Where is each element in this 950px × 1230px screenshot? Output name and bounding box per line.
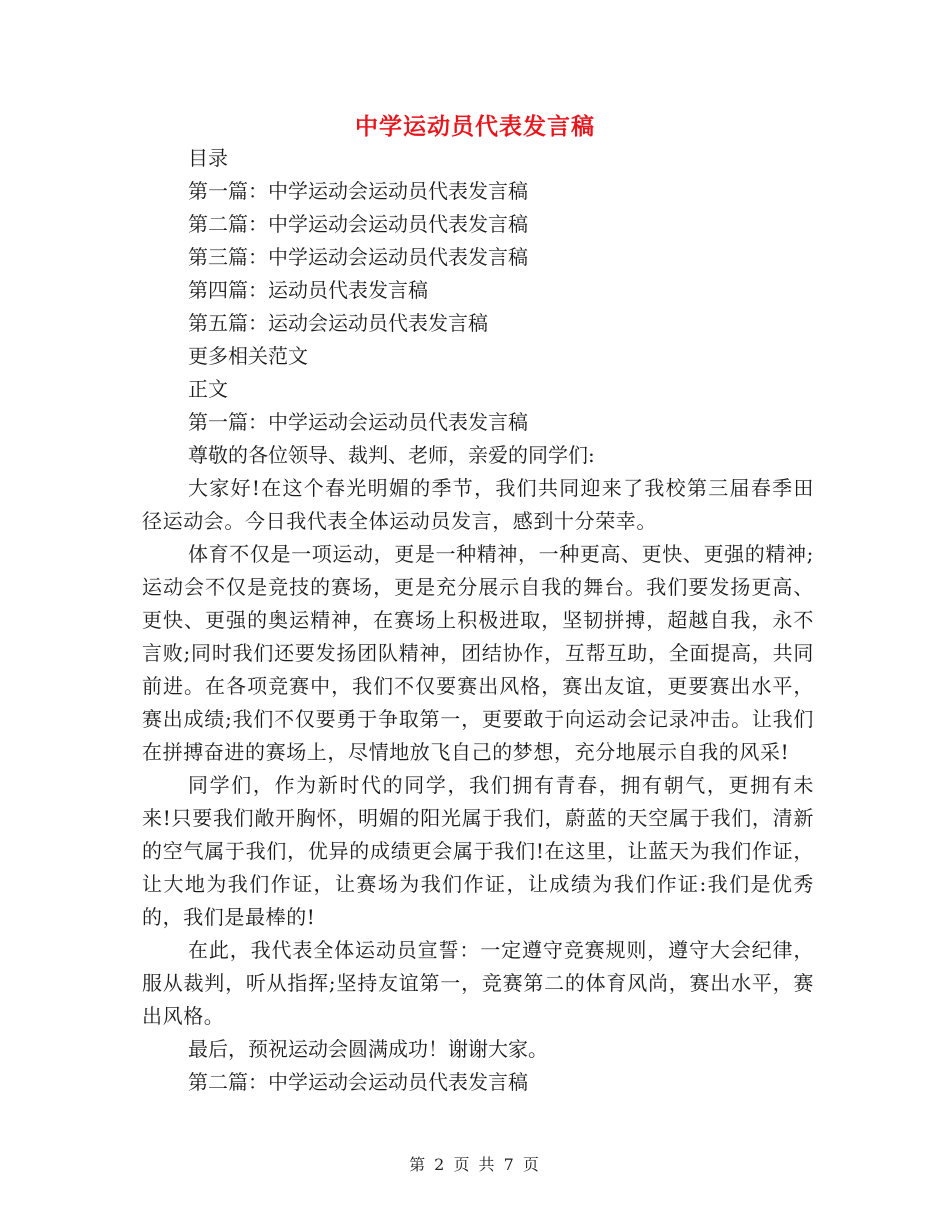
body-paragraph: 同学们，作为新时代的同学，我们拥有青春，拥有朝气，更拥有未来!只要我们敞开胸怀，明媚的阳光属于我们，蔚蓝的天空属于我们，清新的空气属于我们，优异的成绩更会属于我们!在这里，让蓝天为我们作证，让大地为我们作证，让赛场为我们作证，让成绩为我们作证:我们是优秀的，我们是最棒的! <box>142 773 814 929</box>
toc-item: 第三篇：中学运动会运动员代表发言稿 <box>188 245 528 269</box>
document-title: 中学运动员代表发言稿 <box>355 114 595 140</box>
toc-item: 第四篇：运动员代表发言稿 <box>188 278 428 302</box>
toc-item: 第一篇：中学运动会运动员代表发言稿 <box>188 179 528 203</box>
body-heading: 正文 <box>188 377 228 401</box>
section-heading: 第二篇：中学运动会运动员代表发言稿 <box>188 1070 528 1094</box>
section-heading: 第一篇：中学运动会运动员代表发言稿 <box>188 410 528 434</box>
more-related-link: 更多相关范文 <box>188 344 308 368</box>
toc-heading: 目录 <box>188 146 228 170</box>
salutation: 尊敬的各位领导、裁判、老师，亲爱的同学们: <box>188 443 595 467</box>
document-body <box>142 142 814 1099</box>
body-paragraph: 在此，我代表全体运动员宣誓：一定遵守竞赛规则，遵守大会纪律，服从裁判，听从指挥;坚持友谊第一，竞赛第二的体育风尚，赛出水平，赛出风格。 <box>142 938 814 1028</box>
body-paragraph: 大家好!在这个春光明媚的季节，我们共同迎来了我校第三届春季田径运动会。今日我代表全体运动员发言，感到十分荣幸。 <box>142 476 814 533</box>
closing-line: 最后，预祝运动会圆满成功！谢谢大家。 <box>188 1037 548 1061</box>
toc-item: 第五篇：运动会运动员代表发言稿 <box>188 311 488 335</box>
page-number: 第 2 页 共 7 页 <box>409 1155 541 1174</box>
toc-item: 第二篇：中学运动会运动员代表发言稿 <box>188 212 528 236</box>
body-paragraph: 体育不仅是一项运动，更是一种精神，一种更高、更快、更强的精神;运动会不仅是竞技的赛场，更是充分展示自我的舞台。我们要发扬更高、更快、更强的奥运精神，在赛场上积极进取，坚韧拼搏，超越自我，永不言败;同时我们还要发扬团队精神，团结协作，互帮互助，全面提高，共同前进。在各项竞赛中，我们不仅要赛出风格，赛出友谊，更要赛出水平，赛出成绩;我们不仅要勇于争取第一，更要敢于向运动会记录冲击。让我们在拼搏奋进的赛场上，尽情地放飞自己的梦想，充分地展示自我的风采! <box>142 542 814 764</box>
